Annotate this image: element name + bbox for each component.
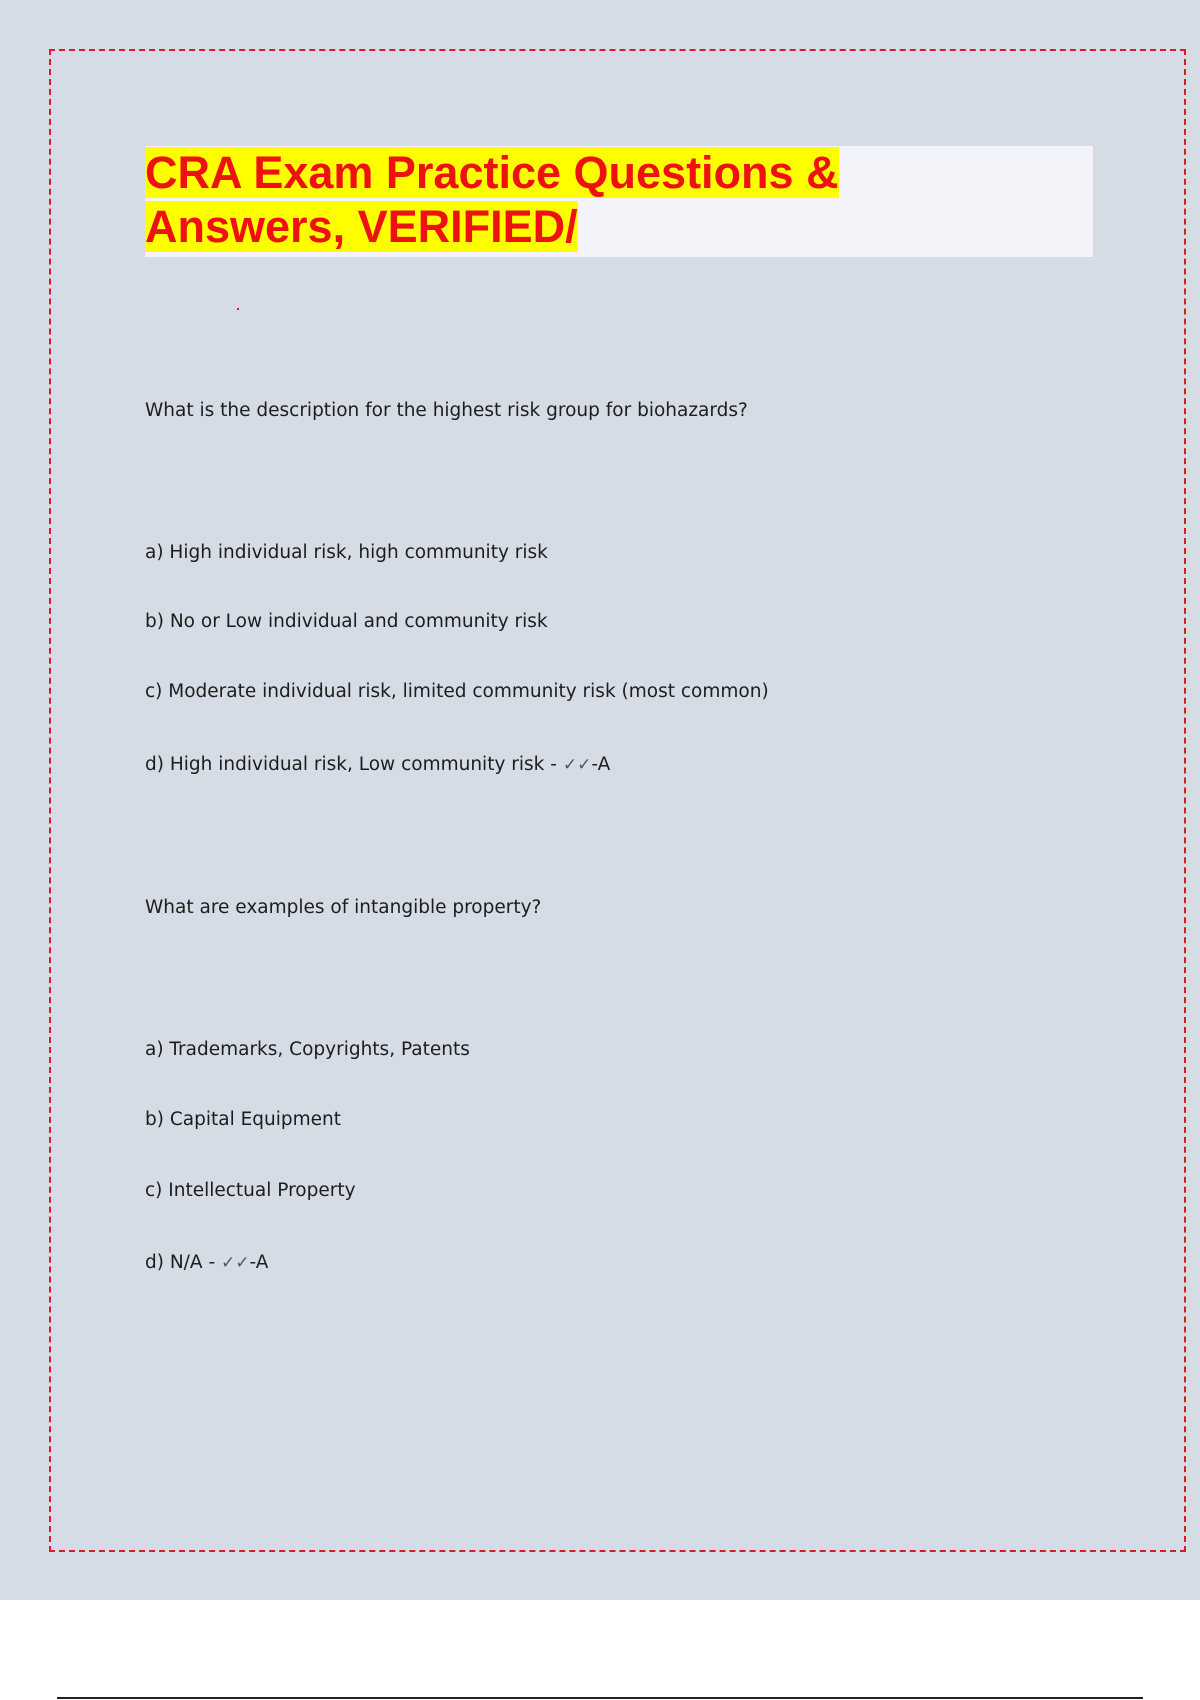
question-2-option-c: c) Intellectual Property	[145, 1180, 356, 1201]
question-1-option-d-text: d) High individual risk, Low community risk -	[145, 754, 563, 775]
question-2-option-d-text: d) N/A -	[145, 1252, 222, 1273]
question-1-option-b: b) No or Low individual and community risk	[145, 611, 548, 632]
question-1-text: What is the description for the highest risk group for biohazards?	[145, 400, 748, 421]
double-checkmark-icon: ✓✓	[562, 755, 592, 775]
title-line-2: Answers, VERIFIED/	[145, 201, 578, 252]
stray-dot	[237, 308, 239, 310]
question-1-answer-marker: -A	[591, 754, 611, 775]
question-2-option-a: a) Trademarks, Copyrights, Patents	[145, 1039, 470, 1060]
footer-rule	[57, 1697, 1143, 1699]
double-checkmark-icon: ✓✓	[221, 1253, 250, 1273]
question-1-option-a: a) High individual risk, high community risk	[145, 542, 548, 563]
question-1-option-d	[145, 753, 610, 777]
question-2-option-b: b) Capital Equipment	[145, 1109, 342, 1130]
page-border	[49, 49, 1186, 1552]
title-line-1: CRA Exam Practice Questions &	[145, 147, 839, 198]
question-1-option-c: c) Moderate individual risk, limited community risk (most common)	[145, 681, 769, 702]
question-2-answer-marker: -A	[249, 1252, 269, 1273]
question-2-option-d	[145, 1251, 268, 1275]
document-title	[145, 146, 905, 254]
question-2-text: What are examples of intangible property?	[145, 897, 542, 918]
